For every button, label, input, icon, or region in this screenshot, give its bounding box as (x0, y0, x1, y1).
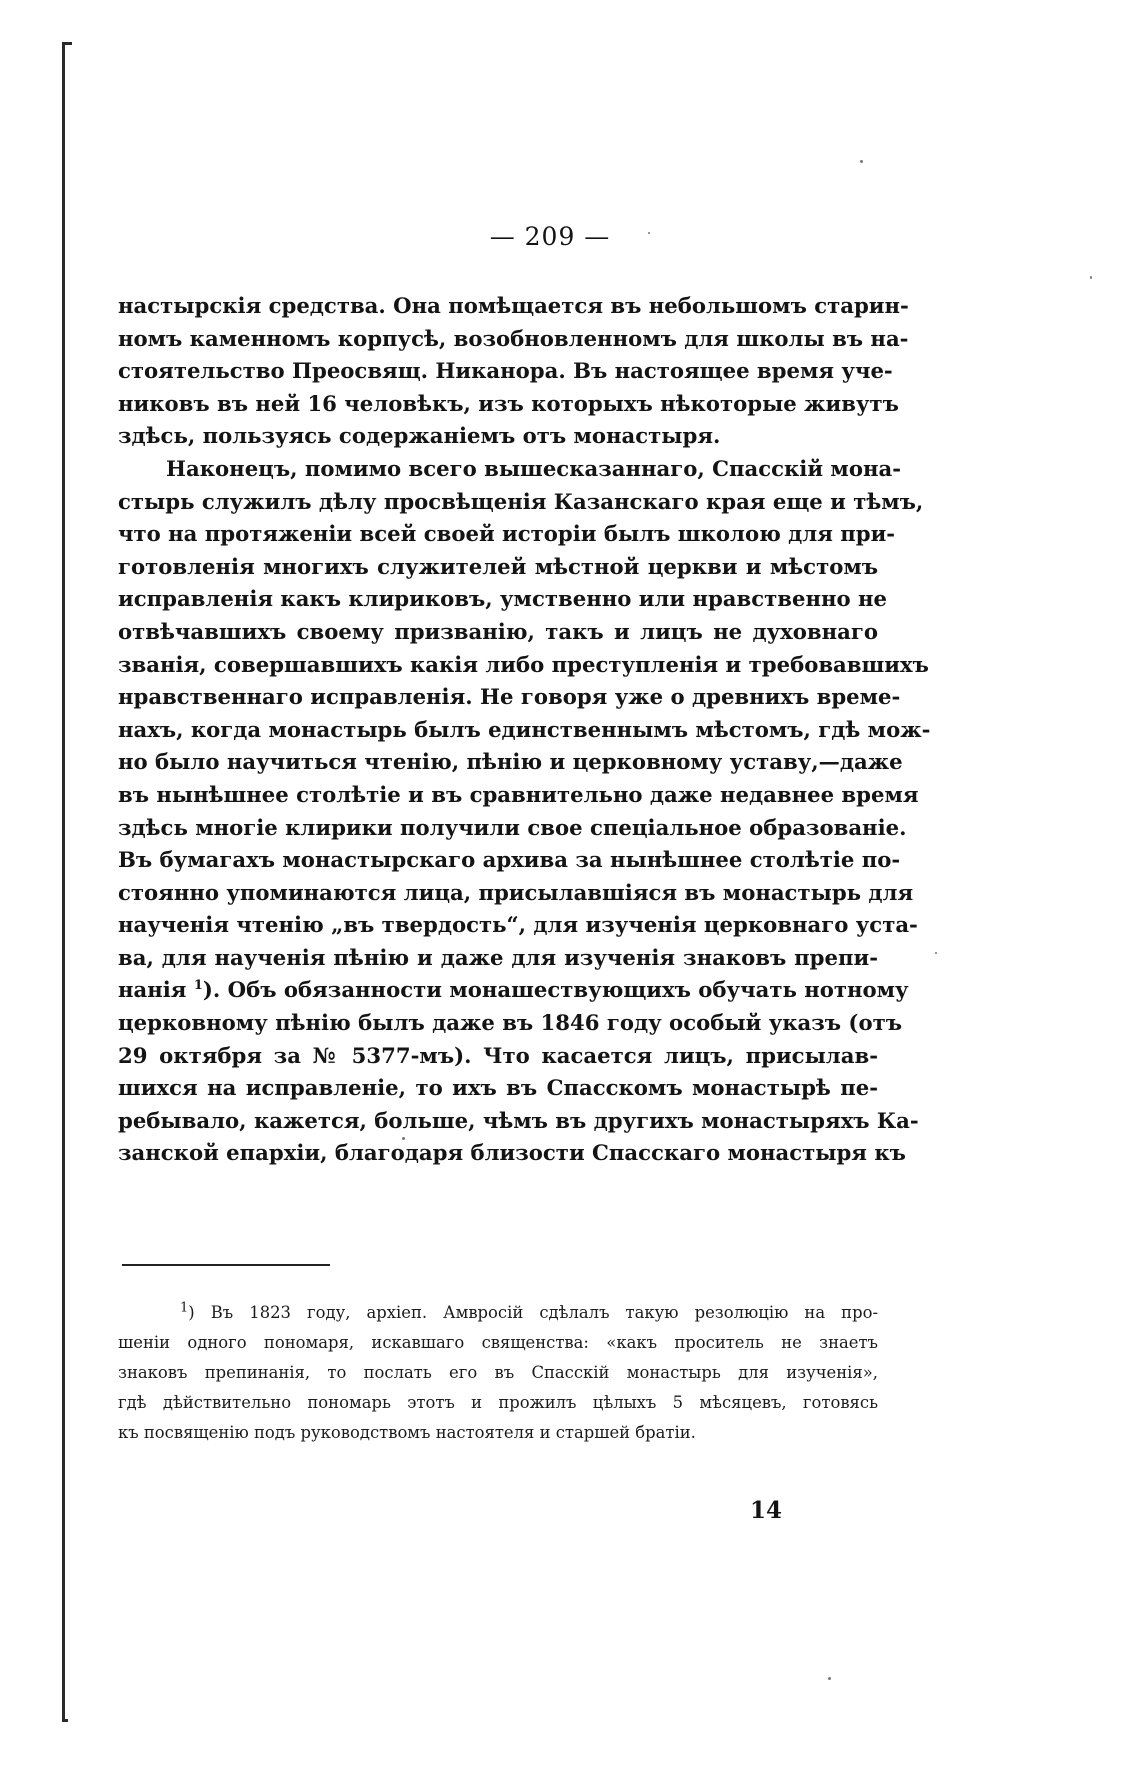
footnote-marker: 1 (180, 1300, 189, 1316)
body-line: здѣсь, пользуясь содержаніемъ отъ монастыря. (118, 423, 721, 449)
body-line: никовъ въ ней 16 человѣкъ, изъ которыхъ нѣкоторые живутъ (118, 390, 899, 416)
body-line: стоятельство Преосвящ. Никанора. Въ настоящее время уче- (118, 358, 893, 384)
scan-margin-line (62, 42, 65, 1722)
body-line: готовленія многихъ служителей мѣстной церкви и мѣстомъ (118, 553, 878, 579)
body-line: нравственнаго исправленія. Не говоря уже о древнихъ време- (118, 684, 901, 710)
body-line: церковному пѣнію былъ даже въ 1846 году особый указъ (отъ (118, 1010, 902, 1036)
body-line-with-footnote-ref (118, 974, 909, 1007)
footnote-line: знаковъ препинанія, то послать его въ Спасскій монастырь для изученія», (118, 1363, 878, 1382)
scan-speck (860, 160, 863, 163)
footnote-line: гдѣ дѣйствительно пономарь этотъ и прожилъ цѣлыхъ 5 мѣсяцевъ, готовясь (118, 1393, 878, 1412)
footnote-line-text: ) Въ 1823 году, архіеп. Амвросій сдѣлалъ такую резолюцію на про- (188, 1303, 878, 1322)
body-line: настырскія средства. Она помѣщается въ небольшомъ старин- (118, 293, 909, 318)
scan-margin-corner-bottom (62, 1719, 68, 1722)
body-line: занской епархіи, благодаря близости Спасскаго монастыря къ (118, 1140, 906, 1166)
footnote-line: къ посвященію подъ руководствомъ настоятеля и старшей братіи. (118, 1423, 696, 1442)
body-line: въ нынѣшнее столѣтіе и въ сравнительно даже недавнее время (118, 781, 919, 807)
scan-speck (402, 1137, 405, 1140)
scan-speck (648, 232, 650, 234)
footnote (118, 1298, 878, 1448)
footnote-line (118, 1298, 878, 1328)
footnote-line: шеніи одного пономаря, искавшаго священства: «какъ проситель не знаетъ (118, 1333, 878, 1352)
body-line: исправленія какъ клириковъ, умственно или нравственно не (118, 586, 887, 612)
footnote-reference[interactable]: 1 (193, 978, 203, 994)
footnote-separator (122, 1264, 330, 1266)
paragraph-start-line: Наконецъ, помимо всего вышесказаннаго, Спасскій мона- (166, 455, 902, 481)
body-line: 29 октября за № 5377-мъ). Что касается лицъ, присылав- (118, 1042, 878, 1068)
scan-speck (1090, 276, 1092, 279)
body-line: званія, совершавшихъ какія либо преступленія и требовавшихъ (118, 651, 929, 677)
body-line: но было научиться чтенію, пѣнію и церковному уставу,—даже (118, 749, 903, 775)
scan-margin-corner-top (62, 42, 72, 45)
body-line: стырь служилъ дѣлу просвѣщенія Казанскаго края еще и тѣмъ, (118, 488, 924, 514)
body-line: наученія чтенію „въ твердость“, для изученія церковнаго уста- (118, 912, 918, 938)
scan-speck (828, 1677, 831, 1680)
body-line: отвѣчавшихъ своему призванію, такъ и лицъ не духовнаго (118, 618, 878, 644)
signature-mark: 14 (750, 1497, 783, 1524)
body-line: нахъ, когда монастырь былъ единственнымъ мѣстомъ, гдѣ мож- (118, 716, 931, 742)
page-number: — 209 — (489, 222, 611, 251)
body-line: номъ каменномъ корпусѣ, возобновленномъ для школы въ на- (118, 325, 909, 351)
body-line: что на протяженіи всей своей исторіи былъ школою для при- (118, 521, 896, 547)
body-line: ребывало, кажется, больше, чѣмъ въ другихъ монастыряхъ Ка- (118, 1107, 919, 1133)
body-line-start: нанія (118, 977, 187, 1003)
body-line: Въ бумагахъ монастырскаго архива за нынѣшнее столѣтіе по- (118, 847, 901, 873)
body-line: стоянно упоминаются лица, присылавшіяся въ монастырь для (118, 879, 914, 905)
body-line: ва, для наученія пѣнію и даже для изученія знаковъ препи- (118, 944, 878, 970)
body-line: шихся на исправленіе, то ихъ въ Спасскомъ монастырѣ пе- (118, 1075, 878, 1101)
body-line-end: ). Объ обязанности монашествующихъ обучать нотному (202, 977, 909, 1003)
scan-speck (935, 952, 937, 954)
body-text (118, 290, 931, 1170)
body-line: здѣсь многіе клирики получили свое спеціальное образованіе. (118, 814, 907, 840)
